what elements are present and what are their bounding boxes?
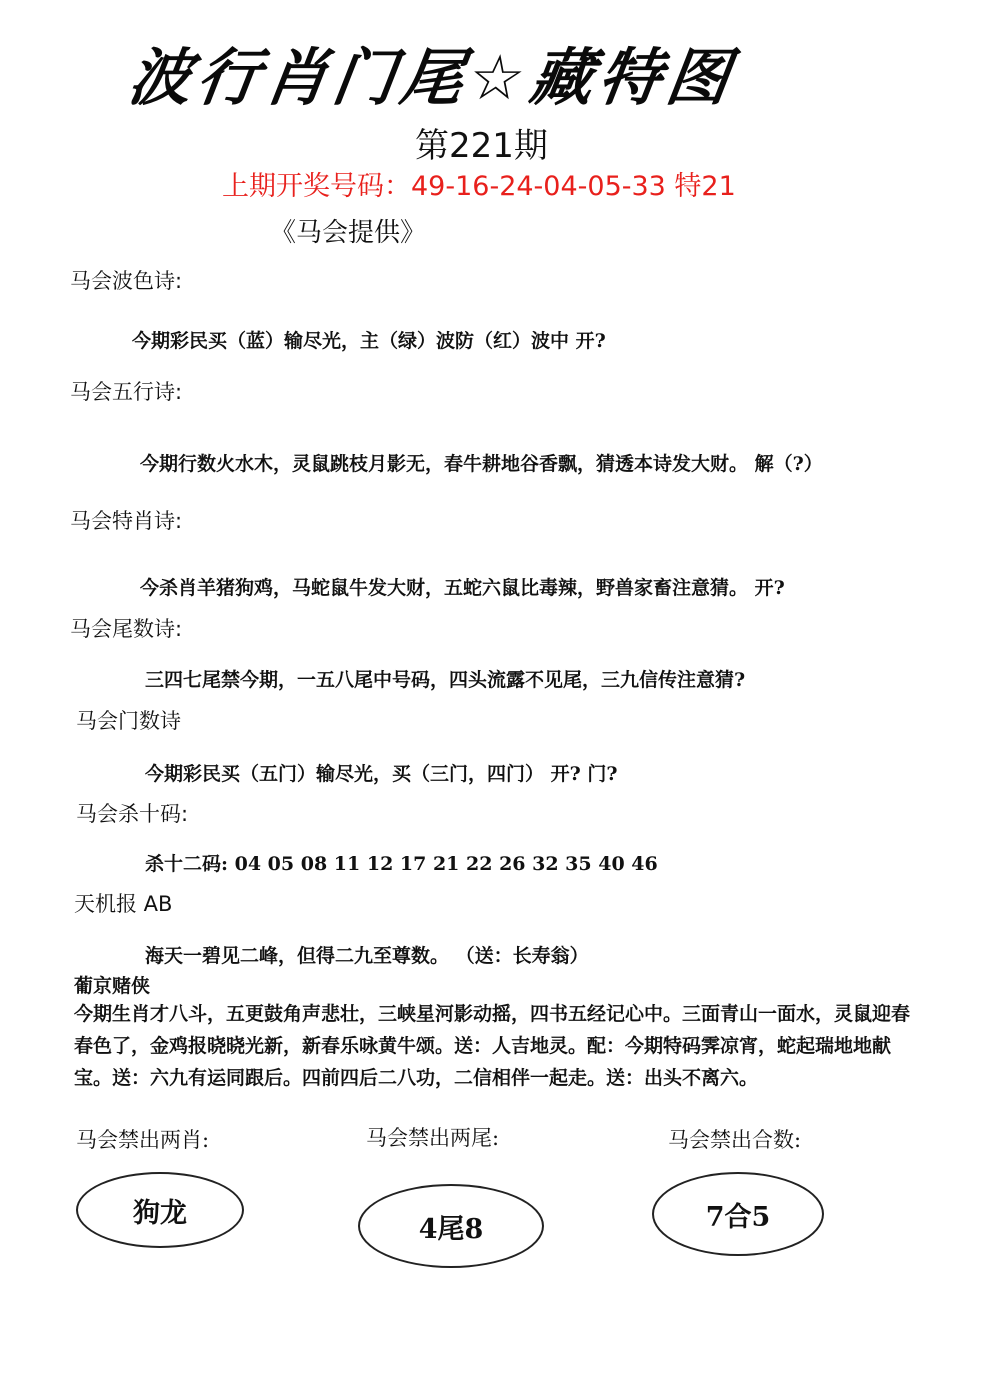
- last-draw-numbers: 上期开奖号码：49-16-24-04-05-33 特21: [222, 171, 736, 202]
- issue-number: 第221期: [415, 126, 548, 166]
- pujing-label: 葡京赌侠: [74, 975, 151, 997]
- special-zodiac-poem-text: 今杀肖羊猪狗鸡，马蛇鼠牛发大财，五蛇六鼠比毒辣，野兽家畜注意猜。 开?: [140, 577, 785, 599]
- tail-number-poem-label: 马会尾数诗:: [70, 617, 183, 641]
- forbidden-zodiac-oval: [76, 1172, 244, 1248]
- five-elements-poem-label: 马会五行诗:: [70, 380, 183, 404]
- five-elements-poem-text: 今期行数火水木，灵鼠跳枝月影无，春牛耕地谷香飘，猜透本诗发大财。 解（?）: [140, 453, 823, 475]
- kill-numbers-text: 杀十二码: 04 05 08 11 12 17 21 22 26 32 35 40 46: [145, 853, 658, 875]
- forbidden-zodiac-value: 狗龙: [133, 1197, 187, 1229]
- door-number-poem-label: 马会门数诗: [76, 709, 181, 733]
- forbidden-tail-value: 4尾8: [418, 1213, 484, 1245]
- forbidden-tail-oval: [358, 1184, 544, 1268]
- wave-poem-text: 今期彩民买（蓝）输尽光，主（绿）波防（红）波中 开?: [132, 330, 606, 352]
- forbidden-tail-label: 马会禁出两尾:: [366, 1126, 500, 1150]
- forbidden-zodiac-label: 马会禁出两肖:: [76, 1128, 210, 1152]
- door-number-poem-text: 今期彩民买（五门）输尽光，买（三门，四门） 开? 门?: [145, 763, 618, 785]
- forbidden-sum-value: 7合5: [705, 1201, 771, 1233]
- tail-number-poem-text: 三四七尾禁今期，一五八尾中号码，四头流露不见尾，三九信传注意猜?: [145, 669, 746, 691]
- forbidden-sum-oval: [652, 1172, 824, 1256]
- forbidden-sum-label: 马会禁出合数:: [668, 1128, 802, 1152]
- tianji-text: 海天一碧见二峰，但得二九至尊数。 （送：长寿翁）: [145, 945, 589, 967]
- kill-numbers-label: 马会杀十码:: [76, 802, 189, 826]
- tianji-label: 天机报 AB: [74, 892, 173, 916]
- wave-poem-label: 马会波色诗:: [70, 269, 183, 293]
- special-zodiac-poem-label: 马会特肖诗:: [70, 509, 183, 533]
- page-title: 波行肖门尾☆藏特图: [124, 41, 741, 114]
- provider-label: 《马会提供》: [270, 218, 427, 248]
- pujing-paragraph: 今期生肖才八斗，五更鼓角声悲壮，三峡星河影动摇，四书五经记心中。三面青山一面水，灵鼠迎春春色了，金鸡报晓晓光新，新春乐咏黄牛颂。送：人吉地灵。配：今期特码霁凉宵，蛇起瑞地地献宝。送：六九有运同跟后。四前四后二八功，二信相伴一起走。送：出头不离六。: [74, 1003, 911, 1089]
